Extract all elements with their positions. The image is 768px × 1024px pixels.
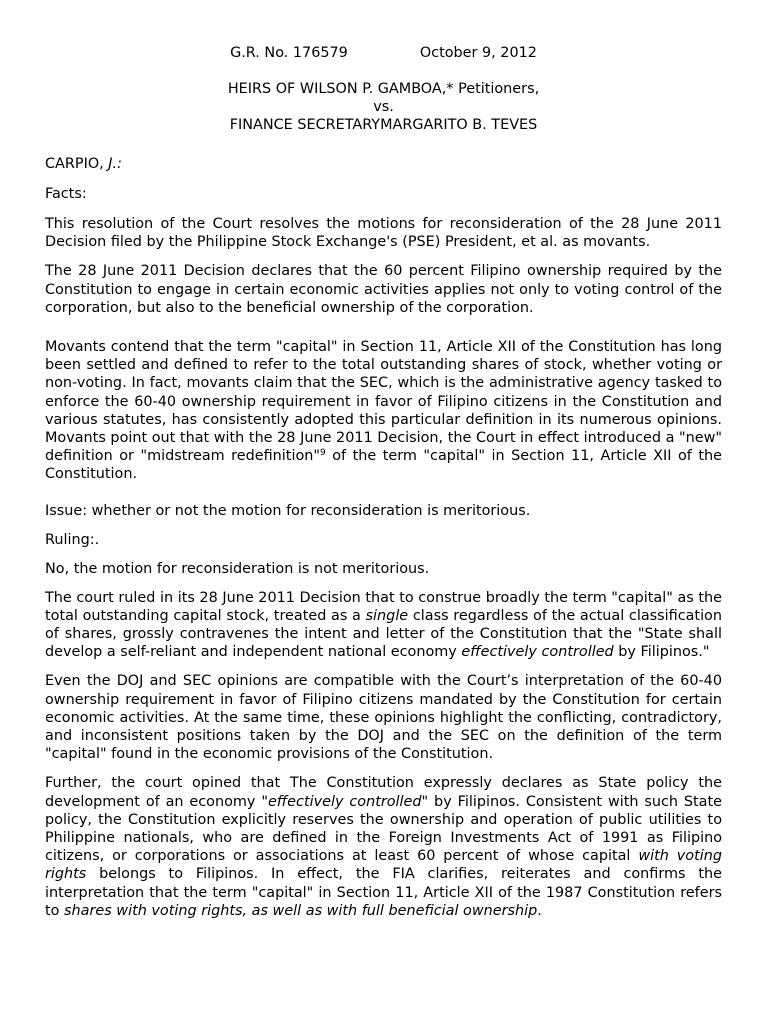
paragraph-4-e: by Filipinos." [613,644,710,661]
paragraph-6-g: . [537,902,542,919]
respondent: FINANCE SECRETARYMARGARITO B. TEVES [229,117,538,133]
gr-number: G.R. No. 176579 [230,45,348,61]
paragraph-6 [45,774,722,920]
paragraph-6-e: belongs to Filipinos. In effect, the FIA clarifies, reiterates and confirms the interpretation that the term "capital" in Section 11, Article XII of the 1987 Constitution refers to [45,866,722,919]
document-page [45,44,722,920]
ponente-title: J.: [108,156,122,172]
paragraph-6-with-voting-rights: with voting rights [45,848,722,883]
paragraph-6-c: " by Filipinos. Consistent with such State policy, the Constitution explicitly reserves the ownership and operation of public utilities to Philippine nationals, who are defined in the Foreign Investments Act of 1991 as Filipino citizens, or corporations or associations at least 60 percent of whose capital [45,793,722,865]
paragraph-4 [45,589,722,662]
paragraph-3-tail: of the term "capital" in Section 11, Article XII of the Constitution. [45,448,722,483]
footnote-marker: 9 [320,448,326,459]
paragraph-3 [45,338,722,484]
paragraph-6-effectively-controlled: effectively controlled [267,793,422,810]
ruling-label: Ruling:. [45,531,100,548]
versus: vs. [373,99,394,115]
ruling: No, the motion for reconsideration is not meritorious. [45,560,430,577]
paragraph-6-a: Further, the court opined that The Constitution expressly declares as State policy the development of an economy " [45,775,722,810]
paragraph-5: Even the DOJ and SEC opinions are compatible with the Court’s interpretation of the 60-40 ownership requirement in favor of Filipino citizens mandated by the Constitution for certain economic activities. At the same time, these opinions highlight the conflicting, contradictory, and inconsistent positions taken by the DOJ and the SEC on the definition of the term "capital" found in the economic provisions of the Constitution. [45,673,722,763]
facts-label: Facts: [45,186,87,202]
paragraph-3-text: Movants contend that the term "capital" in Section 11, Article XII of the Constitution has long been settled and defined to refer to the total outstanding shares of stock, whether voting or non-voting. In fact, movants claim that the SEC, which is the administrative agency tasked to enforce the 60-40 ownership requirement in favor of Filipino citizens in the Constitution and various statutes, has consistently adopted this particular definition in its numerous opinions. Movants point out that with the 28 June 2011 Decision, the Court in effect introduced a "new" definition or "midstream redefinition" [45,339,722,465]
petitioners: HEIRS OF WILSON P. GAMBOA,* Petitioners, [227,81,540,97]
paragraph-4-a: The court ruled in its 28 June 2011 Decision that to construe broadly the term "capital" as the total outstanding capital stock, treated as a [45,589,722,624]
ponente-name: CARPIO, [45,156,109,172]
paragraph-1: This resolution of the Court resolves the motions for reconsideration of the 28 June 2011 Decision filed by the Philippine Stock Exchange's (PSE) President, et al. as movants. [45,216,722,251]
decision-date: October 9, 2012 [419,45,537,61]
paragraph-4-single: single [365,607,409,624]
case-number-line [45,44,722,62]
ponente [45,155,722,173]
case-caption [45,44,722,134]
paragraph-2: The 28 June 2011 Decision declares that the 60 percent Filipino ownership required by the Constitution to engage in certain economic activities applies not only to voting control of the corporation, but also to the beneficial ownership of the corporation. [45,263,722,316]
issue: Issue: whether or not the motion for reconsideration is meritorious. [45,502,531,519]
paragraph-4-c: class regardless of the actual classification of shares, grossly contravenes the intent and letter of the Constitution that the "State shall develop a self-reliant and independent national economy [45,607,722,661]
paragraph-6-shares-with-voting-rights: shares with voting rights, as well as with full beneficial ownership [64,902,538,919]
paragraph-4-effectively-controlled: effectively controlled [461,644,614,661]
